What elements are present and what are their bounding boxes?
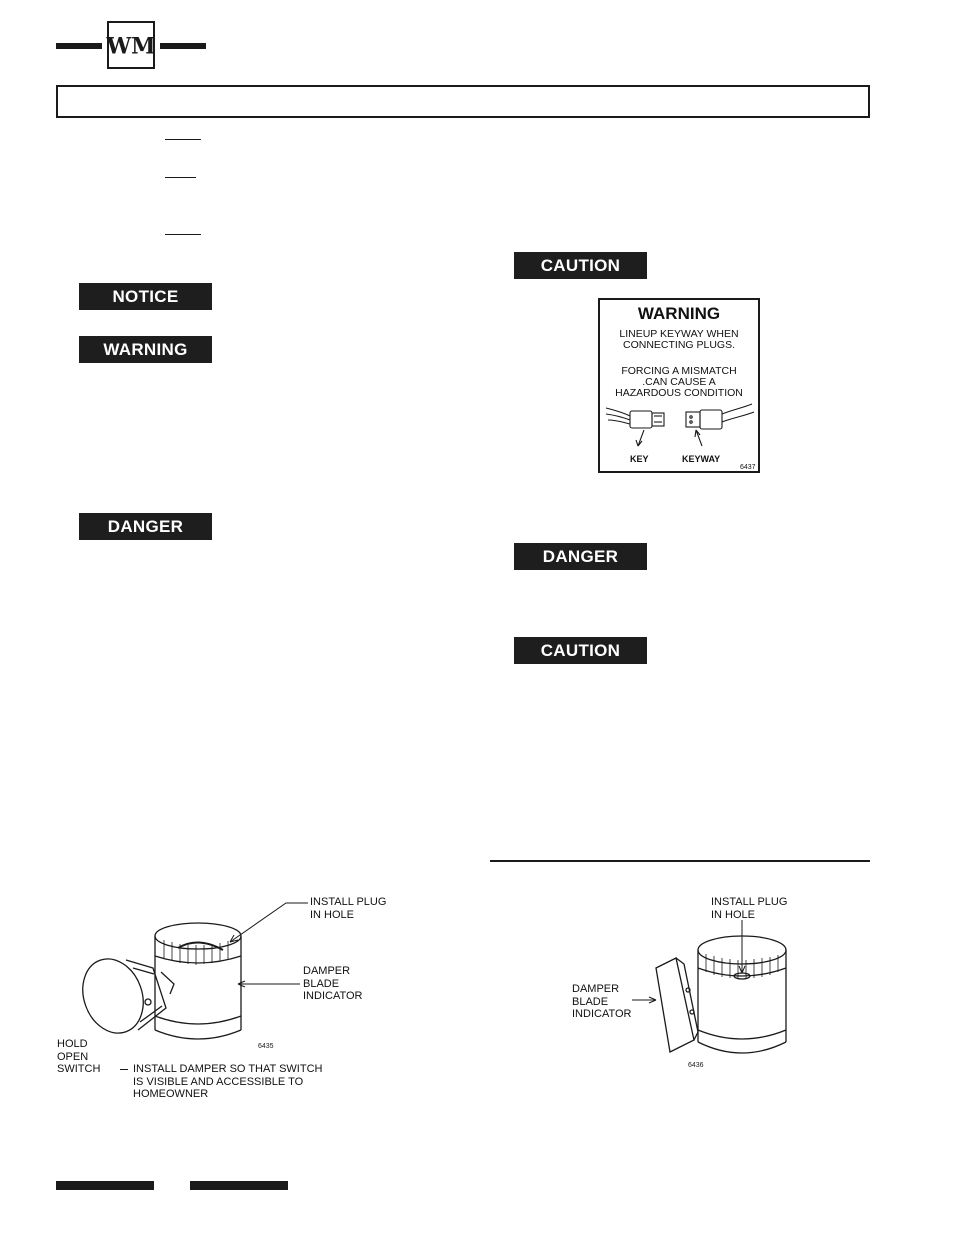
install-plug-callout: INSTALL PLUG IN HOLE	[711, 896, 788, 921]
section-title-box	[56, 85, 870, 118]
sticker-line: .CAN CAUSE A	[642, 376, 716, 388]
figure-number: 6435	[258, 1043, 274, 1050]
header-rule-left	[56, 43, 102, 49]
install-plug-callout: INSTALL PLUG IN HOLE	[310, 896, 387, 921]
leader-lines	[200, 900, 310, 1000]
key-label: KEY	[630, 454, 649, 464]
footer-rule-left	[56, 1181, 154, 1190]
brand-logo	[107, 21, 155, 69]
figure-number: 6436	[688, 1062, 704, 1069]
danger-label: DANGER	[79, 513, 212, 540]
sticker-line: FORCING A MISMATCH	[621, 365, 737, 377]
wm-logo-icon	[106, 23, 156, 67]
leader-lines	[630, 918, 750, 1018]
keyway-warning-sticker	[598, 298, 760, 473]
underline-mark	[165, 177, 196, 178]
danger-label: DANGER	[514, 543, 647, 570]
warning-label: WARNING	[79, 336, 212, 363]
sticker-line: HAZARDOUS CONDITION	[615, 387, 743, 399]
notice-label: NOTICE	[79, 283, 212, 310]
callout-dash	[120, 1069, 128, 1070]
underline-mark	[165, 234, 201, 235]
footer-rule-right	[190, 1181, 288, 1190]
plug-connectors-icon	[604, 400, 756, 455]
header-rule-right	[160, 43, 206, 49]
sticker-line: CONNECTING PLUGS.	[622, 339, 735, 351]
keyway-label: KEYWAY	[682, 454, 721, 464]
section-divider	[490, 860, 870, 862]
svg-text:WM: WM	[106, 33, 156, 60]
hold-open-switch-callout: HOLD OPEN SWITCH	[57, 1038, 101, 1075]
caution-label: CAUTION	[514, 252, 647, 279]
damper-blade-callout: DAMPER BLADE INDICATOR	[303, 965, 363, 1002]
sticker-title: WARNING	[637, 304, 721, 323]
sticker-line: LINEUP KEYWAY WHEN	[619, 328, 739, 340]
figure-number: 6437	[740, 464, 756, 471]
underline-mark	[165, 139, 201, 140]
install-note-callout: INSTALL DAMPER SO THAT SWITCH IS VISIBLE AND ACCESSIBLE TO HOMEOWNER	[133, 1063, 323, 1100]
caution-label: CAUTION	[514, 637, 647, 664]
damper-blade-callout: DAMPER BLADE INDICATOR	[572, 983, 632, 1020]
